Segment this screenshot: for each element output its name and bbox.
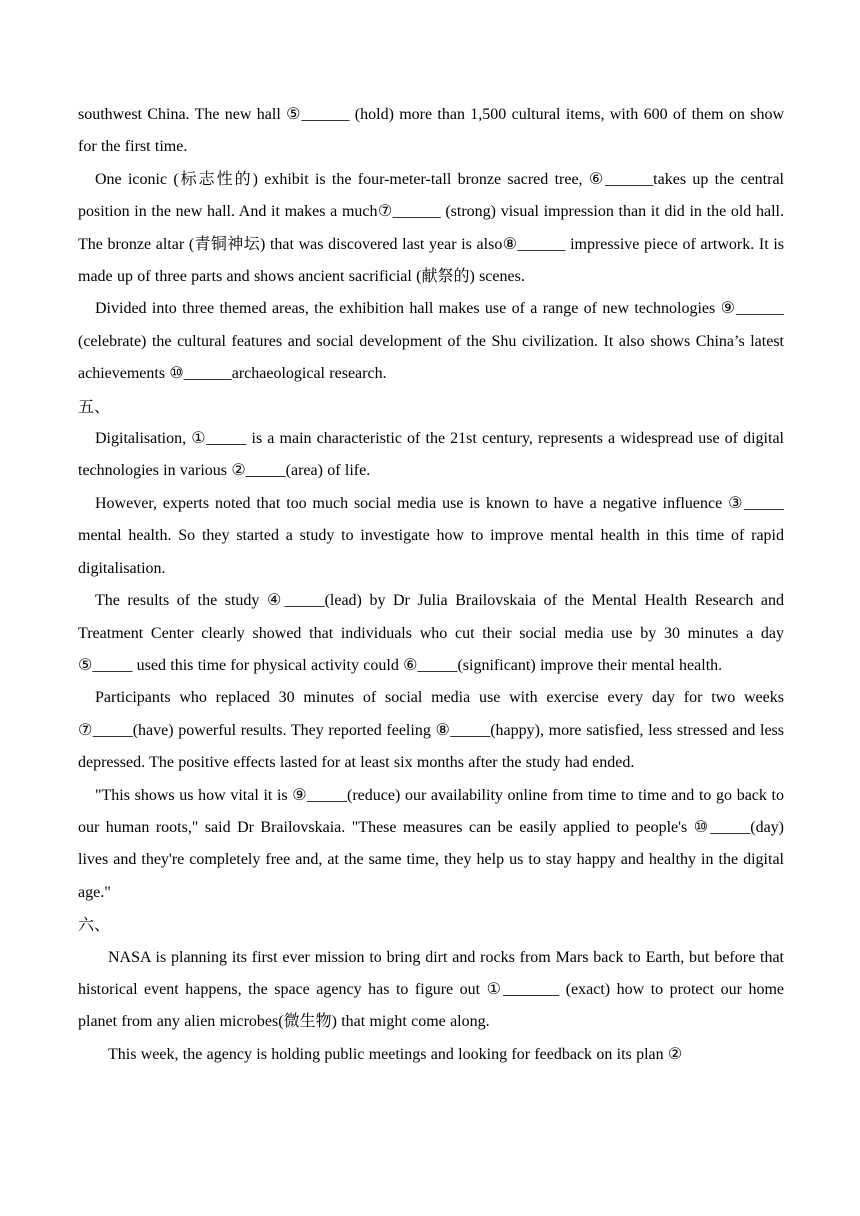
passage5-paragraph-3: The results of the study ④_____(lead) by Dr Julia Brailovskaia of the Mental Health Research and Treatment Center clearly showed that individuals who cut their social media use by 30 minutes a day ⑤_____ used this time for physical activity could ⑥_____(significant) improve their mental health.: [78, 592, 784, 674]
passage4-paragraph-continued: southwest China. The new hall ⑤______ (hold) more than 1,500 cultural items, with 600 of them on show for the first time.: [78, 106, 784, 156]
passage5-paragraph-4: Participants who replaced 30 minutes of social media use with exercise every day for two weeks ⑦_____(have) powerful results. They reported feeling ⑧_____(happy), more satisfied, less stressed and less depressed. The positive effects lasted for at least six months after the study had ended.: [78, 689, 784, 772]
section6-heading: 六、: [78, 915, 111, 935]
passage4-paragraph-3: Divided into three themed areas, the exhibition hall makes use of a range of new technologies ⑨______ (celebrate) the cultural features and social development of the Shu civilization. It also shows China’s latest achievements ⑩______archaeological research.: [78, 300, 784, 383]
passage4-paragraph-2: One iconic (标志性的) exhibit is the four-meter-tall bronze sacred tree, ⑥______takes up the central position in the new hall. And it makes a much⑦______ (strong) visual impression than it did in the old hall. The bronze altar (青铜神坛) that was discovered last year is also⑧______ impressive piece of artwork. It is made up of three parts and shows ancient sacrificial (献祭的) scenes.: [78, 170, 784, 286]
passage6-paragraph-2: This week, the agency is holding public meetings and looking for feedback on its plan ②: [108, 1045, 683, 1063]
passage5-paragraph-5: "This shows us how vital it is ⑨_____(reduce) our availability online from time to time and to go back to our human roots," said Dr Brailovskaia. "These measures can be easily applied to people's ⑩_____(day) lives and they're completely free and, at the same time, they help us to stay happy and healthy in the digital age.": [78, 786, 784, 901]
passage5-paragraph-1: Digitalisation, ①_____ is a main characteristic of the 21st century, represents a widespread use of digital technologies in various ②_____(area) of life.: [78, 430, 784, 480]
document-page: [78, 99, 784, 1071]
passage5-paragraph-2: However, experts noted that too much social media use is known to have a negative influence ③_____ mental health. So they started a study to investigate how to improve mental health in this time of rapid digitalisation.: [78, 494, 784, 577]
passage6-paragraph-1: NASA is planning its first ever mission to bring dirt and rocks from Mars back to Earth, but before that historical event happens, the space agency has to figure out ①_______ (exact) how to protect our home planet from any alien microbes(微生物) that might come along.: [78, 948, 784, 1031]
section5-heading: 五、: [78, 396, 111, 416]
